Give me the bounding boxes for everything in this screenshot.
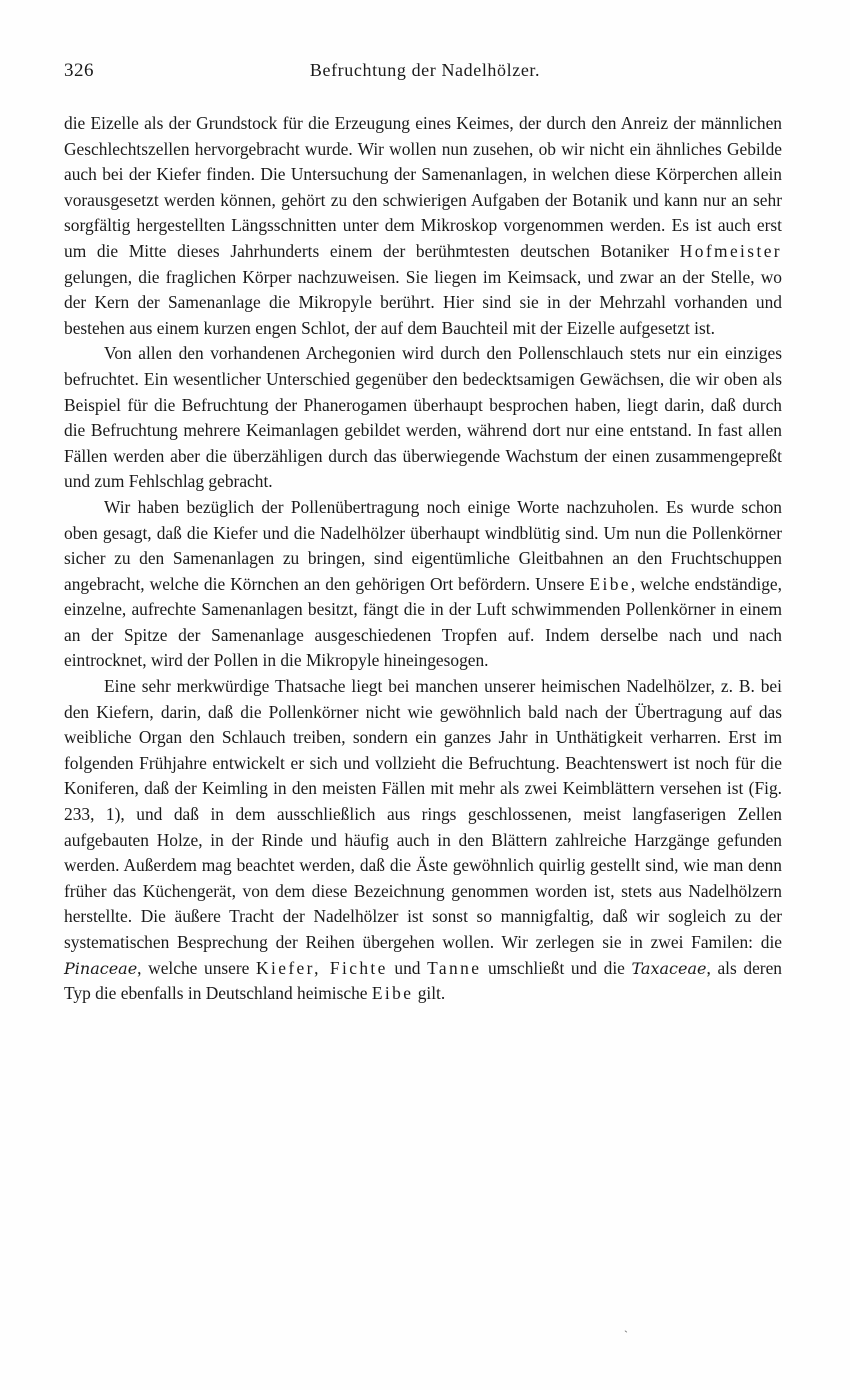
text-segment: Wir haben bezüglich der Pollenübertragung noch einige Worte nachzuholen. Es wurde schon oben gesagt, daß die Kiefer und die Nadelhölzer überhaupt windblütig sind. Um nun die Pollenkörner sicher zu den Samenanlagen zu bringen, sind eigentümliche Gleitbahnen an den Fruchtschuppen angebracht, welche die Körnchen an den gehörigen Ort befördern. Unsere bbox=[64, 496, 782, 594]
name-hofmeister: Hofmeister bbox=[679, 240, 782, 261]
text-segment: , als deren Typ die ebenfalls in Deutschland heimische bbox=[64, 957, 782, 1004]
paragraph-3 bbox=[64, 495, 782, 674]
term-kiefer-fichte: Kiefer, Fichte bbox=[256, 957, 388, 978]
text-segment: gilt. bbox=[413, 983, 446, 1004]
paragraph-2 bbox=[64, 341, 782, 495]
term-taxaceae: Taxaceae bbox=[631, 958, 707, 978]
text-segment: Von allen den vorhandenen Archegonien wird durch den Pollenschlauch stets nur ein einziges befruchtet. Ein wesentlicher Unterschied gegenüber den bedecktsamigen Gewächsen, die wir oben als Beispiel für die Befruchtung der Phanerogamen überhaupt besprochen haben, liegt darin, daß durch die Befruchtung mehrere Keimanlagen gebildet werden, während dort nur eine entstand. In fast allen Fällen werden aber die überzähligen durch das überwiegende Wachstum der einen zusammengepreßt und zum Fehlschlag gebracht. bbox=[64, 343, 782, 492]
page-number: 326 bbox=[64, 60, 94, 81]
stray-print-mark: ˋ bbox=[624, 1328, 628, 1342]
text-segment: , welche unsere bbox=[137, 957, 257, 978]
paragraph-4 bbox=[64, 674, 782, 1007]
paragraph-1 bbox=[64, 111, 782, 341]
text-segment: gelungen, die fraglichen Körper nachzuweisen. Sie liegen im Keimsack, und zwar an der Stelle, wo der Kern der Samenanlage die Mikropyle berührt. Hier sind sie in der Mehrzahl vorhanden und bestehen aus einem kurzen engen Schlot, der auf dem Bauchteil mit der Eizelle aufgesetzt ist. bbox=[64, 266, 782, 338]
body-text bbox=[64, 111, 782, 1007]
text-segment: , welche endständige, einzelne, aufrechte Samenanlagen besitzt, fängt die in der Luft schwimmenden Pollenkörner in einem an der Spitze der Samenanlage ausgeschiedenen Tropfen auf. Indem derselbe nach und nach eintrocknet, wird der Pollen in die Mikropyle hineingesogen. bbox=[64, 573, 782, 671]
page-header bbox=[64, 60, 786, 86]
term-eibe: Eibe bbox=[371, 983, 414, 1004]
text-segment: umschließt und die bbox=[481, 957, 632, 978]
text-segment: und bbox=[387, 957, 428, 978]
text-segment: die Eizelle als der Grundstock für die Erzeugung eines Keimes, der durch den Anreiz der männlichen Geschlechtszellen hervorgebracht wurde. Wir wollen nun zusehen, ob wir nicht ein ähnliches Gebilde auch bei der Kiefer finden. Die Untersuchung der Samenanlagen, in welchen diese Körperchen allein vorausgesetzt werden können, gehört zu den schwierigen Aufgaben der Botanik und kann nur an sehr sorgfältig hergestellten Längsschnitten unter dem Mikroskop vorgenommen werden. Es ist auch erst um die Mitte dieses Jahrhunderts einem der berühmtesten deutschen Botaniker bbox=[64, 113, 782, 261]
term-pinaceae: Pinaceae bbox=[64, 958, 138, 978]
term-eibe: Eibe bbox=[589, 573, 631, 594]
text-segment: Eine sehr merkwürdige Thatsache liegt bei manchen unserer heimischen Nadelhölzer, z. B. bei den Kiefern, darin, daß die Pollenkörner nicht wie gewöhnlich bald nach der Übertragung auf das weibliche Organ den Schlauch treiben, sondern ein ganzes Jahr in Unthätigkeit verharren. Erst im folgenden Frühjahre entwickelt er sich und vollzieht die Befruchtung. Beachtenswert ist noch für die Koniferen, daß der Keimling in den meisten Fällen mit mehr als zwei Keimblättern versehen ist (Fig. 233, 1), und daß in dem ausschließlich aus rings geschlossenen, meist langfaserigen Zellen aufgebauten Holze, in der Rinde und häufig auch in den Blättern zahlreiche Harzgänge gefunden werden. Außerdem mag beachtet werden, daß die Äste gewöhnlich quirlig gestellt sind, wie man denn früher das Küchengerät, von dem diese Bezeichnung genommen worden ist, stets aus Nadelhölzern herstellte. Die äußere Tracht der Nadelhölzer ist sonst so mannigfaltig, daß wir sogleich zu der systematischen Besprechung der Reihen übergehen wollen. Wir zerlegen sie in zwei Familen: die bbox=[64, 676, 782, 952]
running-head: Befruchtung der Nadelhölzer. bbox=[309, 60, 541, 80]
term-tanne: Tanne bbox=[427, 957, 482, 978]
